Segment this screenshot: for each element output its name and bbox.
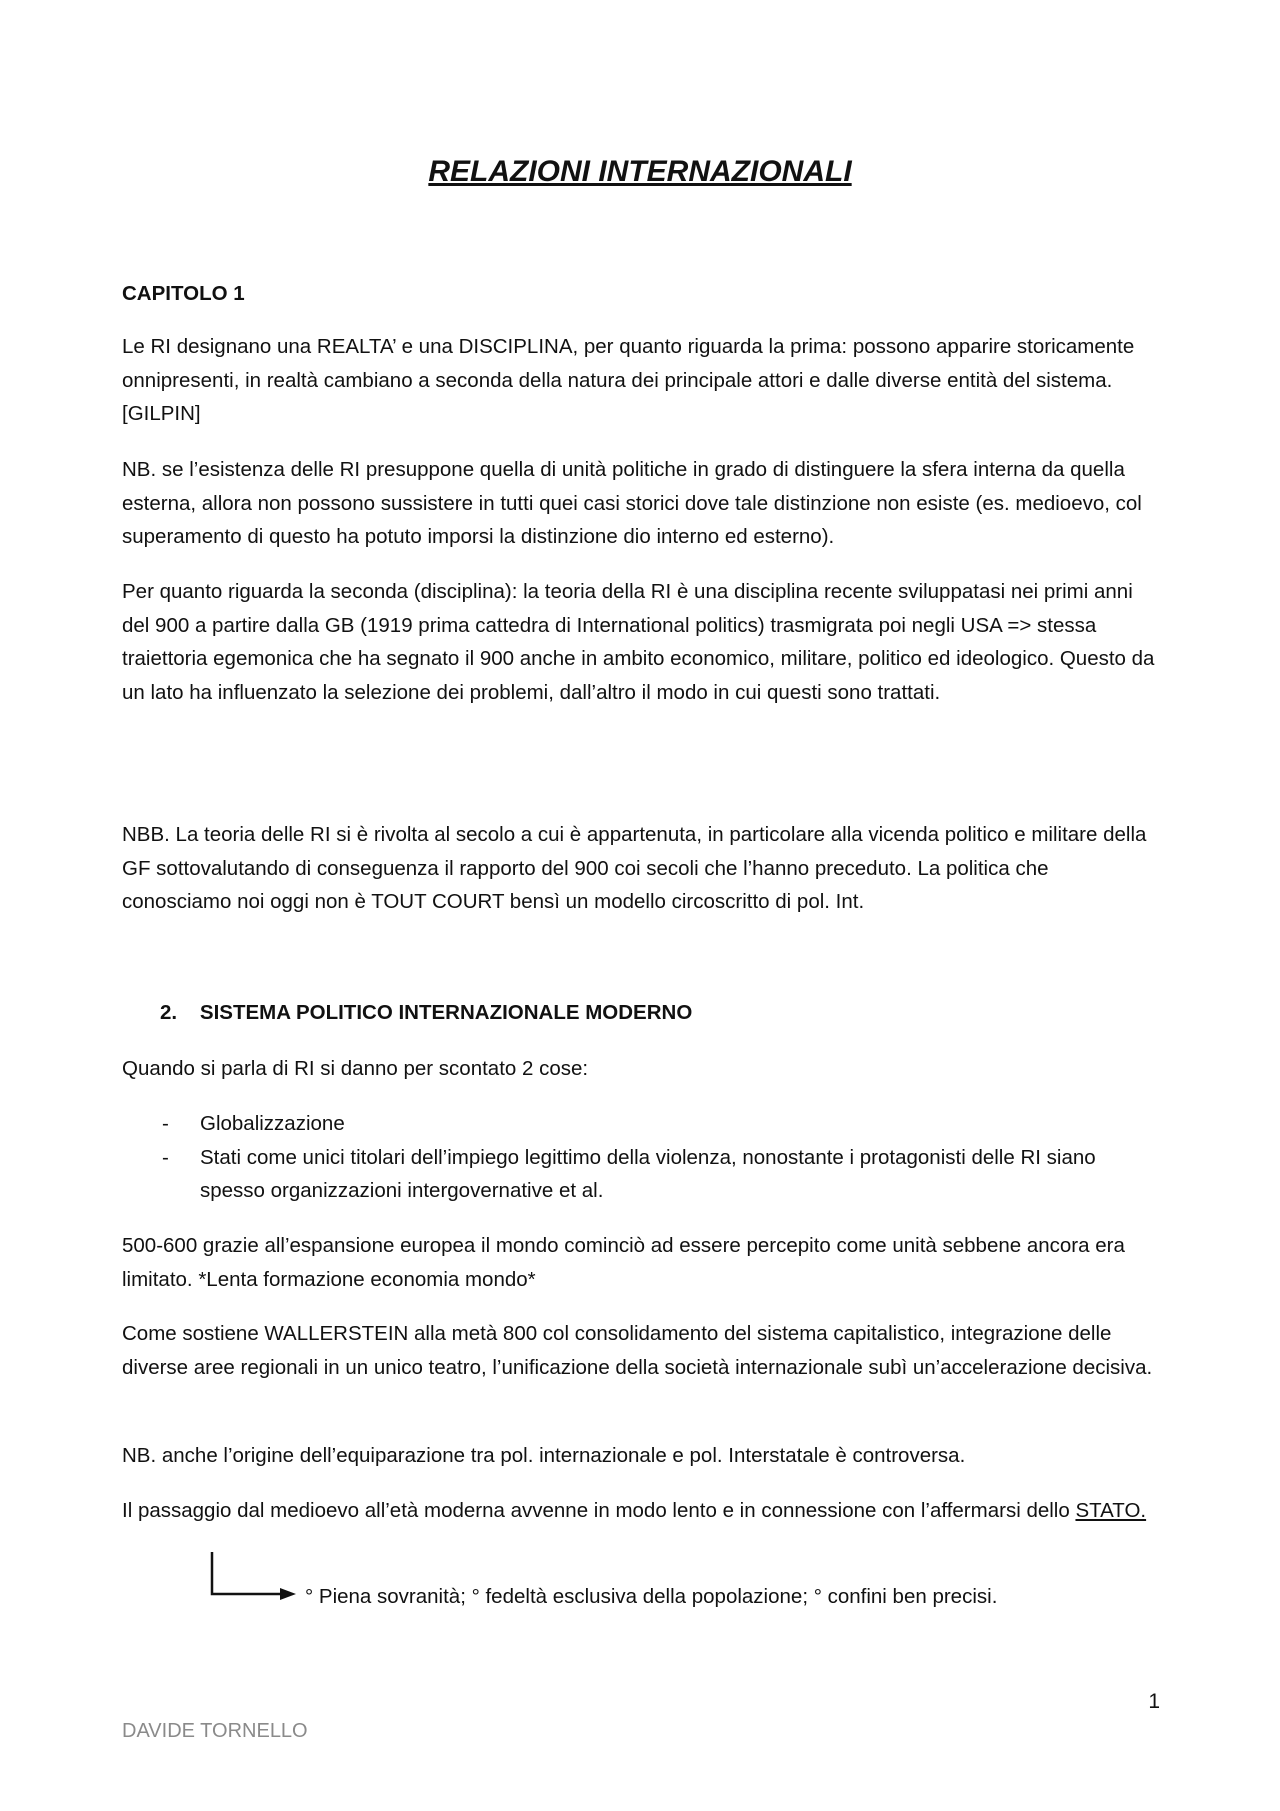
- bullet-list: [122, 1107, 1162, 1208]
- list-item: [122, 1141, 1162, 1208]
- paragraph: Le RI designano una REALTA’ e una DISCIPLINA, per quanto riguarda la prima: possono apparire storicamente onnipresenti, in realtà cambiano a seconda della natura dei principale attori e dalle diverse entità del sistema. [GILPIN]: [122, 335, 1135, 425]
- paragraph: NBB. La teoria delle RI si è rivolta al secolo a cui è appartenuta, in particolare alla vicenda politico e militare della GF sottovalutando di conseguenza il rapporto del 900 coi secoli che l’hanno preceduto. La politica che conosciamo noi oggi non è TOUT COURT bensì un modello circoscritto di pol. Int.: [122, 823, 1147, 913]
- chapter-heading: CAPITOLO 1: [122, 282, 245, 305]
- list-item-text: Globalizzazione: [200, 1112, 345, 1135]
- section-number: 2.: [160, 1001, 178, 1024]
- stato-term: STATO.: [1075, 1499, 1147, 1522]
- document-title: RELAZIONI INTERNAZIONALI: [428, 155, 852, 188]
- footer-author: DAVIDE TORNELLO: [122, 1720, 308, 1742]
- paragraph: [122, 1494, 1162, 1528]
- paragraph: NB. anche l’origine dell’equiparazione tra pol. internazionale e pol. Interstatale è controversa.: [122, 1444, 966, 1467]
- list-item: [122, 1107, 1162, 1141]
- paragraph-text: Il passaggio dal medioevo all’età moderna avvenne in modo lento e in connessione con l’affermarsi dello: [122, 1499, 1070, 1522]
- paragraph: 500-600 grazie all’espansione europea il mondo cominciò ad essere percepito come unità sebbene ancora era limitato. *Lenta formazione economia mondo*: [122, 1234, 1125, 1291]
- section-intro: Quando si parla di RI si danno per scontato 2 cose:: [122, 1057, 589, 1080]
- section-heading: [160, 996, 1160, 1030]
- paragraph: NB. se l’esistenza delle RI presuppone quella di unità politiche in grado di distinguere la sfera interna da quella esterna, allora non possono sussistere in tutti quei casi storici dove tale distinzione non esiste (es. medioevo, col superamento di questo ha potuto imporsi la distinzione dio interno ed esterno).: [122, 458, 1142, 548]
- paragraph: Come sostiene WALLERSTEIN alla metà 800 col consolidamento del sistema capitalistico, integrazione delle diverse aree regionali in un unico teatro, l’unificazione della società internazionale subì un’accelerazione decisiva.: [122, 1322, 1153, 1379]
- list-dash: -: [162, 1145, 169, 1169]
- list-dash: -: [162, 1112, 169, 1135]
- paragraph: Per quanto riguarda la seconda (disciplina): la teoria della RI è una disciplina recente sviluppatasi nei primi anni del 900 a partire dalla GB (1919 prima cattedra di International politics) trasmigrata poi negli USA => stessa traiettoria egemonica che ha segnato il 900 anche in ambito economico, militare, politico ed ideologico. Questo da un lato ha influenzato la selezione dei problemi, dall’altro il modo in cui questi sono trattati.: [122, 580, 1155, 704]
- list-item-text: Stati come unici titolari dell’impiego legittimo della violenza, nonostante i protagonisti delle RI siano spesso organizzazioni intergovernative et al.: [200, 1145, 1096, 1202]
- page-number: 1: [1148, 1690, 1160, 1713]
- arrow-note: ° Piena sovranità; ° fedeltà esclusiva della popolazione; ° confini ben precisi.: [305, 1585, 998, 1608]
- arrow-icon: [200, 1550, 300, 1610]
- section-title: SISTEMA POLITICO INTERNAZIONALE MODERNO: [199, 1001, 693, 1024]
